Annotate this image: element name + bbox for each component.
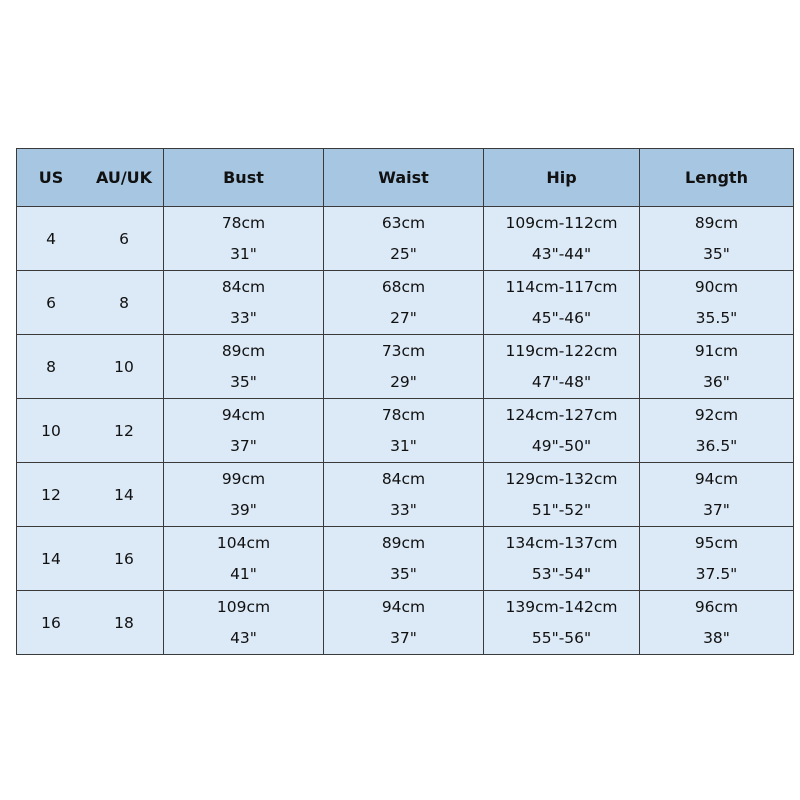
us-size: 12 bbox=[41, 485, 61, 504]
auuk-size: 10 bbox=[114, 357, 134, 376]
waist-in: 31" bbox=[390, 436, 417, 455]
waist-cell bbox=[324, 591, 484, 655]
length-cell bbox=[640, 463, 794, 527]
waist-cm: 78cm bbox=[381, 405, 426, 424]
waist-cm: 63cm bbox=[381, 213, 426, 232]
length-cell bbox=[640, 399, 794, 463]
hip-in: 47"-48" bbox=[531, 372, 592, 391]
bust-cell bbox=[164, 463, 324, 527]
bust-cm: 84cm bbox=[221, 277, 266, 296]
hip-in: 49"-50" bbox=[531, 436, 592, 455]
auuk-size: 14 bbox=[114, 485, 134, 504]
bust-in: 39" bbox=[230, 500, 257, 519]
hip-cell bbox=[484, 591, 640, 655]
hip-cell bbox=[484, 207, 640, 271]
table-row bbox=[17, 271, 794, 335]
bust-cell bbox=[164, 591, 324, 655]
bust-cell bbox=[164, 527, 324, 591]
bust-in: 37" bbox=[230, 436, 257, 455]
size-cell bbox=[17, 527, 164, 591]
waist-cell bbox=[324, 399, 484, 463]
us-header: US bbox=[38, 168, 64, 187]
length-in: 37" bbox=[703, 500, 730, 519]
bust-cell bbox=[164, 399, 324, 463]
bust-cell bbox=[164, 335, 324, 399]
auuk-size: 12 bbox=[114, 421, 134, 440]
auuk-size: 16 bbox=[114, 549, 134, 568]
length-cell bbox=[640, 271, 794, 335]
length-cell bbox=[640, 591, 794, 655]
hip-cell bbox=[484, 271, 640, 335]
length-cm: 89cm bbox=[694, 213, 739, 232]
table-row bbox=[17, 527, 794, 591]
size-cell bbox=[17, 399, 164, 463]
size-cell bbox=[17, 463, 164, 527]
waist-cell bbox=[324, 207, 484, 271]
waist-cell bbox=[324, 271, 484, 335]
size-header-cell bbox=[17, 149, 164, 207]
auuk-size: 18 bbox=[114, 613, 134, 632]
length-header: Length bbox=[640, 149, 794, 207]
table-row bbox=[17, 399, 794, 463]
size-cell bbox=[17, 207, 164, 271]
bust-in: 35" bbox=[230, 372, 257, 391]
bust-cm: 94cm bbox=[221, 405, 266, 424]
waist-cm: 89cm bbox=[381, 533, 426, 552]
length-in: 37.5" bbox=[695, 564, 738, 583]
hip-cm: 109cm-112cm bbox=[505, 213, 618, 232]
length-cm: 95cm bbox=[694, 533, 739, 552]
size-cell bbox=[17, 591, 164, 655]
us-size: 14 bbox=[41, 549, 61, 568]
waist-in: 35" bbox=[390, 564, 417, 583]
hip-cm: 114cm-117cm bbox=[505, 277, 618, 296]
us-size: 6 bbox=[46, 293, 56, 312]
size-cell bbox=[17, 271, 164, 335]
auuk-header: AU/UK bbox=[95, 168, 153, 187]
hip-cm: 129cm-132cm bbox=[505, 469, 618, 488]
bust-in: 33" bbox=[230, 308, 257, 327]
length-in: 38" bbox=[703, 628, 730, 647]
waist-cell bbox=[324, 527, 484, 591]
auuk-size: 6 bbox=[119, 229, 129, 248]
hip-header: Hip bbox=[484, 149, 640, 207]
waist-in: 27" bbox=[390, 308, 417, 327]
table-row bbox=[17, 591, 794, 655]
length-cm: 90cm bbox=[694, 277, 739, 296]
length-cell bbox=[640, 335, 794, 399]
bust-cm: 104cm bbox=[216, 533, 271, 552]
hip-cm: 124cm-127cm bbox=[505, 405, 618, 424]
hip-cell bbox=[484, 463, 640, 527]
bust-cm: 78cm bbox=[221, 213, 266, 232]
hip-cm: 139cm-142cm bbox=[505, 597, 618, 616]
bust-cm: 89cm bbox=[221, 341, 266, 360]
hip-in: 55"-56" bbox=[531, 628, 592, 647]
waist-cell bbox=[324, 463, 484, 527]
length-in: 36.5" bbox=[695, 436, 738, 455]
bust-cell bbox=[164, 271, 324, 335]
size-cell bbox=[17, 335, 164, 399]
hip-cell bbox=[484, 399, 640, 463]
us-size: 4 bbox=[46, 229, 56, 248]
bust-in: 41" bbox=[230, 564, 257, 583]
bust-cell bbox=[164, 207, 324, 271]
bust-header: Bust bbox=[164, 149, 324, 207]
hip-cm: 134cm-137cm bbox=[505, 533, 618, 552]
length-cell bbox=[640, 527, 794, 591]
hip-in: 51"-52" bbox=[531, 500, 592, 519]
waist-in: 29" bbox=[390, 372, 417, 391]
us-size: 16 bbox=[41, 613, 61, 632]
waist-in: 33" bbox=[390, 500, 417, 519]
auuk-size: 8 bbox=[119, 293, 129, 312]
hip-in: 43"-44" bbox=[531, 244, 592, 263]
waist-in: 25" bbox=[390, 244, 417, 263]
us-size: 10 bbox=[41, 421, 61, 440]
length-cell bbox=[640, 207, 794, 271]
waist-cell bbox=[324, 335, 484, 399]
bust-in: 31" bbox=[230, 244, 257, 263]
waist-cm: 73cm bbox=[381, 341, 426, 360]
length-cm: 92cm bbox=[694, 405, 739, 424]
waist-cm: 84cm bbox=[381, 469, 426, 488]
waist-header: Waist bbox=[324, 149, 484, 207]
hip-cell bbox=[484, 335, 640, 399]
hip-cell bbox=[484, 527, 640, 591]
hip-in: 45"-46" bbox=[531, 308, 592, 327]
table-row bbox=[17, 207, 794, 271]
waist-in: 37" bbox=[390, 628, 417, 647]
hip-cm: 119cm-122cm bbox=[505, 341, 618, 360]
header-row bbox=[17, 149, 794, 207]
us-size: 8 bbox=[46, 357, 56, 376]
table-row bbox=[17, 463, 794, 527]
bust-in: 43" bbox=[230, 628, 257, 647]
hip-in: 53"-54" bbox=[531, 564, 592, 583]
size-chart-table bbox=[16, 148, 794, 655]
bust-cm: 109cm bbox=[216, 597, 271, 616]
waist-cm: 68cm bbox=[381, 277, 426, 296]
table-row bbox=[17, 335, 794, 399]
waist-cm: 94cm bbox=[381, 597, 426, 616]
length-in: 35" bbox=[703, 244, 730, 263]
length-in: 35.5" bbox=[695, 308, 738, 327]
length-cm: 96cm bbox=[694, 597, 739, 616]
length-in: 36" bbox=[703, 372, 730, 391]
length-cm: 94cm bbox=[694, 469, 739, 488]
length-cm: 91cm bbox=[694, 341, 739, 360]
bust-cm: 99cm bbox=[221, 469, 266, 488]
